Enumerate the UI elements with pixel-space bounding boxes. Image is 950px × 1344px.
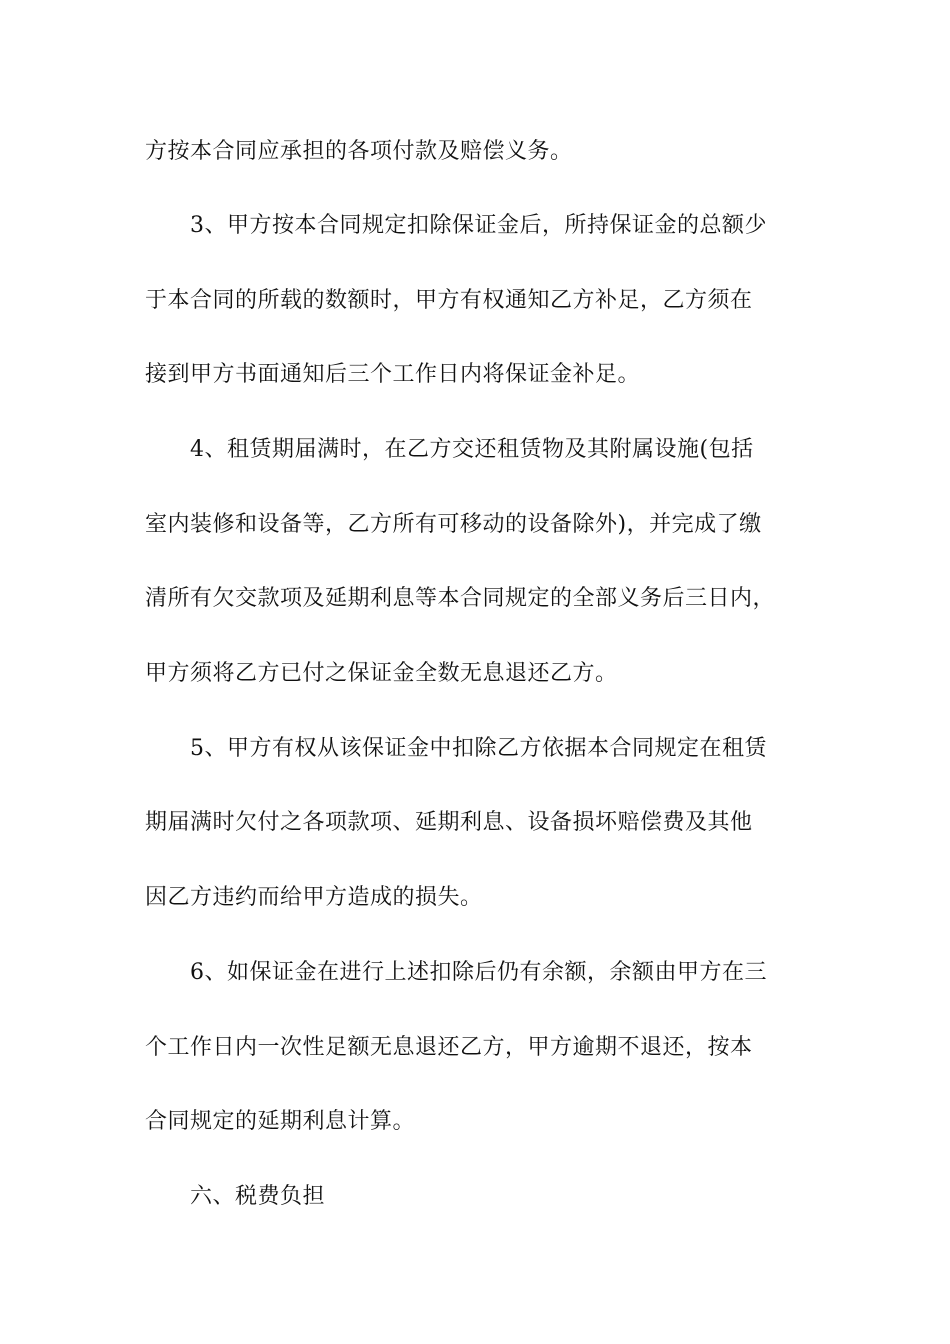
clause-4-line: 甲方须将乙方已付之保证金全数无息退还乙方。	[145, 661, 618, 686]
clause-5-line: 5、甲方有权从该保证金中扣除乙方依据本合同规定在租赁	[190, 736, 767, 761]
clause-5-line: 因乙方违约而给甲方造成的损失。	[145, 885, 483, 910]
clause-4-line: 4、租赁期届满时，在乙方交还租赁物及其附属设施(包括	[190, 437, 754, 462]
clause-6-line: 6、如保证金在进行上述扣除后仍有余额，余额由甲方在三	[190, 960, 767, 985]
clause-3-line: 3、甲方按本合同规定扣除保证金后，所持保证金的总额少	[190, 213, 767, 238]
clause-4-line: 清所有欠交款项及延期利息等本合同规定的全部义务后三日内，	[145, 586, 776, 611]
clause-6-line: 个工作日内一次性足额无息退还乙方，甲方逾期不退还，按本	[145, 1035, 753, 1060]
clause-5-line: 期届满时欠付之各项款项、延期利息、设备损坏赔偿费及其他	[145, 810, 753, 835]
clause-3-line: 于本合同的所载的数额时，甲方有权通知乙方补足，乙方须在	[145, 288, 753, 313]
section-heading-tax: 六、税费负担	[190, 1184, 326, 1209]
clause-6-line: 合同规定的延期利息计算。	[145, 1109, 416, 1134]
paragraph-line: 方按本合同应承担的各项付款及赔偿义务。	[145, 139, 573, 164]
clause-4-line: 室内装修和设备等，乙方所有可移动的设备除外)，并完成了缴	[145, 512, 762, 537]
clause-3-line: 接到甲方书面通知后三个工作日内将保证金补足。	[145, 362, 641, 387]
